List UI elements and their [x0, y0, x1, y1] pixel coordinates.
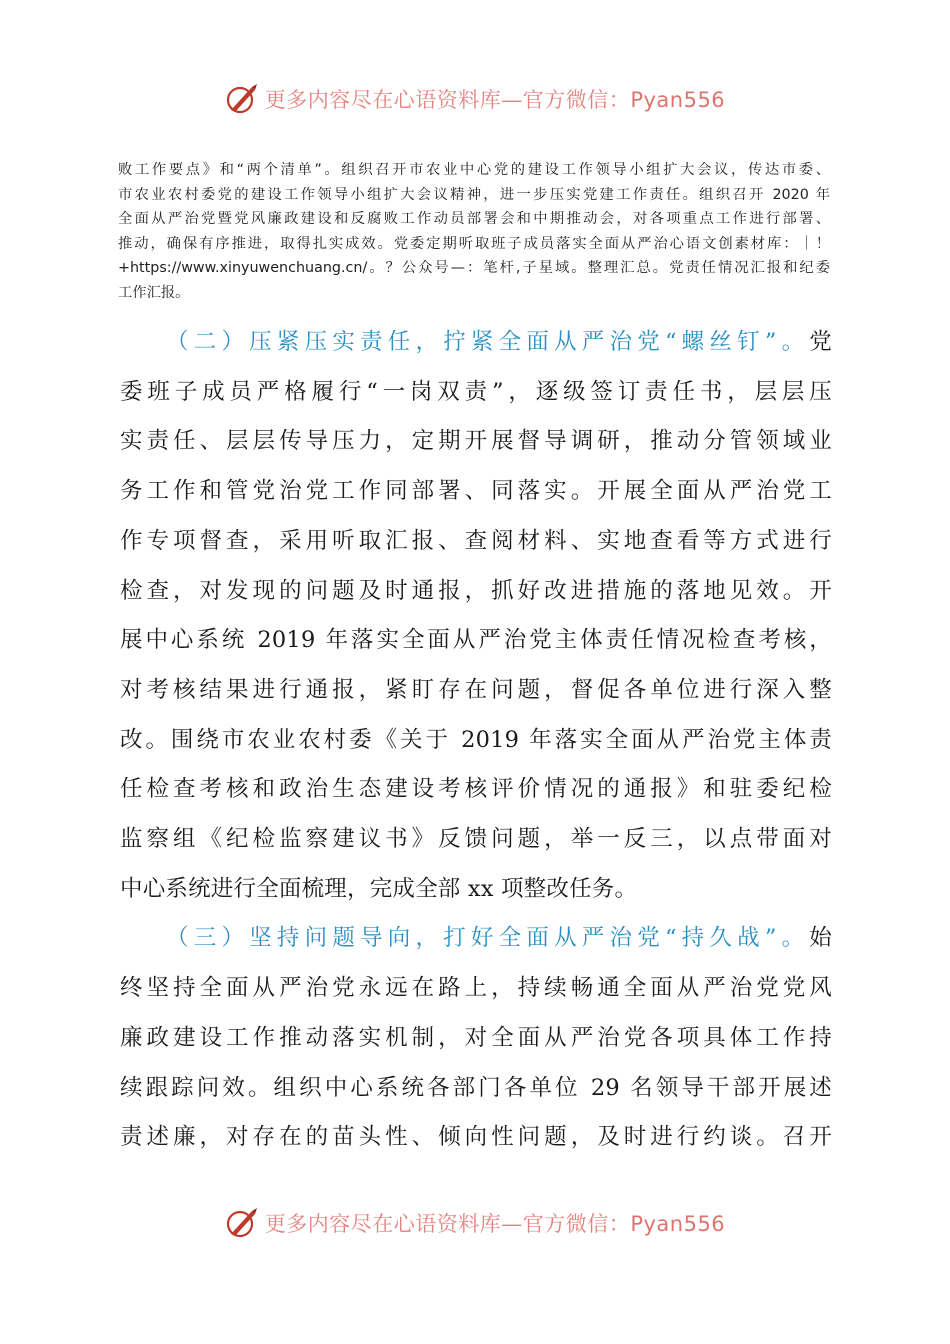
quill-logo-icon: [225, 1206, 259, 1240]
wechat-id: Pyan556: [630, 1212, 726, 1236]
watermark-text: 更多内容尽在心语资料库—官方微信：Pyan556: [264, 1212, 726, 1236]
text-line: 中心系统进行全面梳理，完成全部 xx 项整改任务。: [120, 875, 638, 902]
section-2-heading: （二）压紧压实责任，拧紧全面从严治党“螺丝钉”。: [166, 329, 810, 355]
text-line: 监察组《纪检监察建议书》反馈问题，举一反三，以点带面对: [120, 826, 832, 853]
text-line: 任检查考核和政治生态建设考核评价情况的通报》和驻委纪检: [120, 776, 832, 803]
text-line: 全面从严治党暨党风廉政建设和反腐败工作动员部署会和中期推动会，对各项重点工作进行部署、: [118, 211, 830, 228]
text-line: 推动，确保有序推进，取得扎实成效。党委定期听取班子成员落实全面从严治心语文创素材库：｜！: [118, 235, 830, 252]
watermark-text: 更多内容尽在心语资料库—官方微信：Pyan556: [264, 88, 726, 112]
section-3: [120, 914, 832, 1163]
wechat-id: Pyan556: [630, 88, 726, 112]
text-line: +https://www.xinyuwenchuang.cn/。？公众号—：笔杆,子星域。整理汇总。党责任情况汇报和纪委: [118, 260, 830, 277]
section-2: [120, 318, 832, 914]
text-line: 作专项督查，采用听取汇报、查阅材料、实地查看等方式进行: [120, 527, 832, 554]
text-line: 廉政建设工作推动落实机制，对全面从严治党各项具体工作持: [120, 1024, 832, 1051]
text-line: 实责任、层层传导压力，定期开展督导调研，推动分管领域业: [120, 428, 832, 455]
text-line: 市农业农村委党的建设工作领导小组扩大会议精神，进一步压实党建工作责任。组织召开 2020 年: [118, 186, 830, 203]
text-line: 责述廉，对存在的苗头性、倾向性问题，及时进行约谈。召开: [120, 1124, 832, 1151]
text-line: 败工作要点》和“两个清单”。组织召开市农业中心党的建设工作领导小组扩大会议，传达市委、: [118, 162, 830, 178]
text-line: 终坚持全面从严治党永远在路上，持续畅通全面从严治党党风: [120, 975, 832, 1002]
section-2-first-line: [120, 318, 832, 368]
text-line: 展中心系统 2019 年落实全面从严治党主体责任情况检查考核，: [120, 627, 832, 654]
text-line: 委班子成员严格履行“一岗双责”，逐级签订责任书，层层压: [120, 378, 832, 405]
text-line: 检查，对发现的问题及时通报，抓好改进措施的落地见效。开: [120, 577, 832, 604]
section-3-first-line: [120, 914, 832, 964]
intro-paragraph: [118, 158, 830, 306]
text-line: 务工作和管党治党工作同部署、同落实。开展全面从严治党工: [120, 478, 832, 505]
text-line: 改。围绕市农业农村委《关于 2019 年落实全面从严治党主体责: [120, 726, 832, 753]
quill-logo-icon: [225, 82, 259, 116]
text-line: 工作汇报。: [118, 284, 190, 301]
text-fragment: 始: [809, 925, 832, 952]
section-3-heading: （三）坚持问题导向，打好全面从严治党“持久战”。: [166, 925, 810, 952]
watermark-banner-top: [0, 82, 950, 116]
body-text: [120, 318, 832, 1163]
text-line: 续跟踪问效。组织中心系统各部门各单位 29 名领导干部开展述: [120, 1074, 832, 1101]
watermark-banner-bottom: [0, 1206, 950, 1240]
text-line: 对考核结果进行通报，紧盯存在问题，督促各单位进行深入整: [120, 676, 832, 703]
text-fragment: 党: [809, 329, 832, 355]
